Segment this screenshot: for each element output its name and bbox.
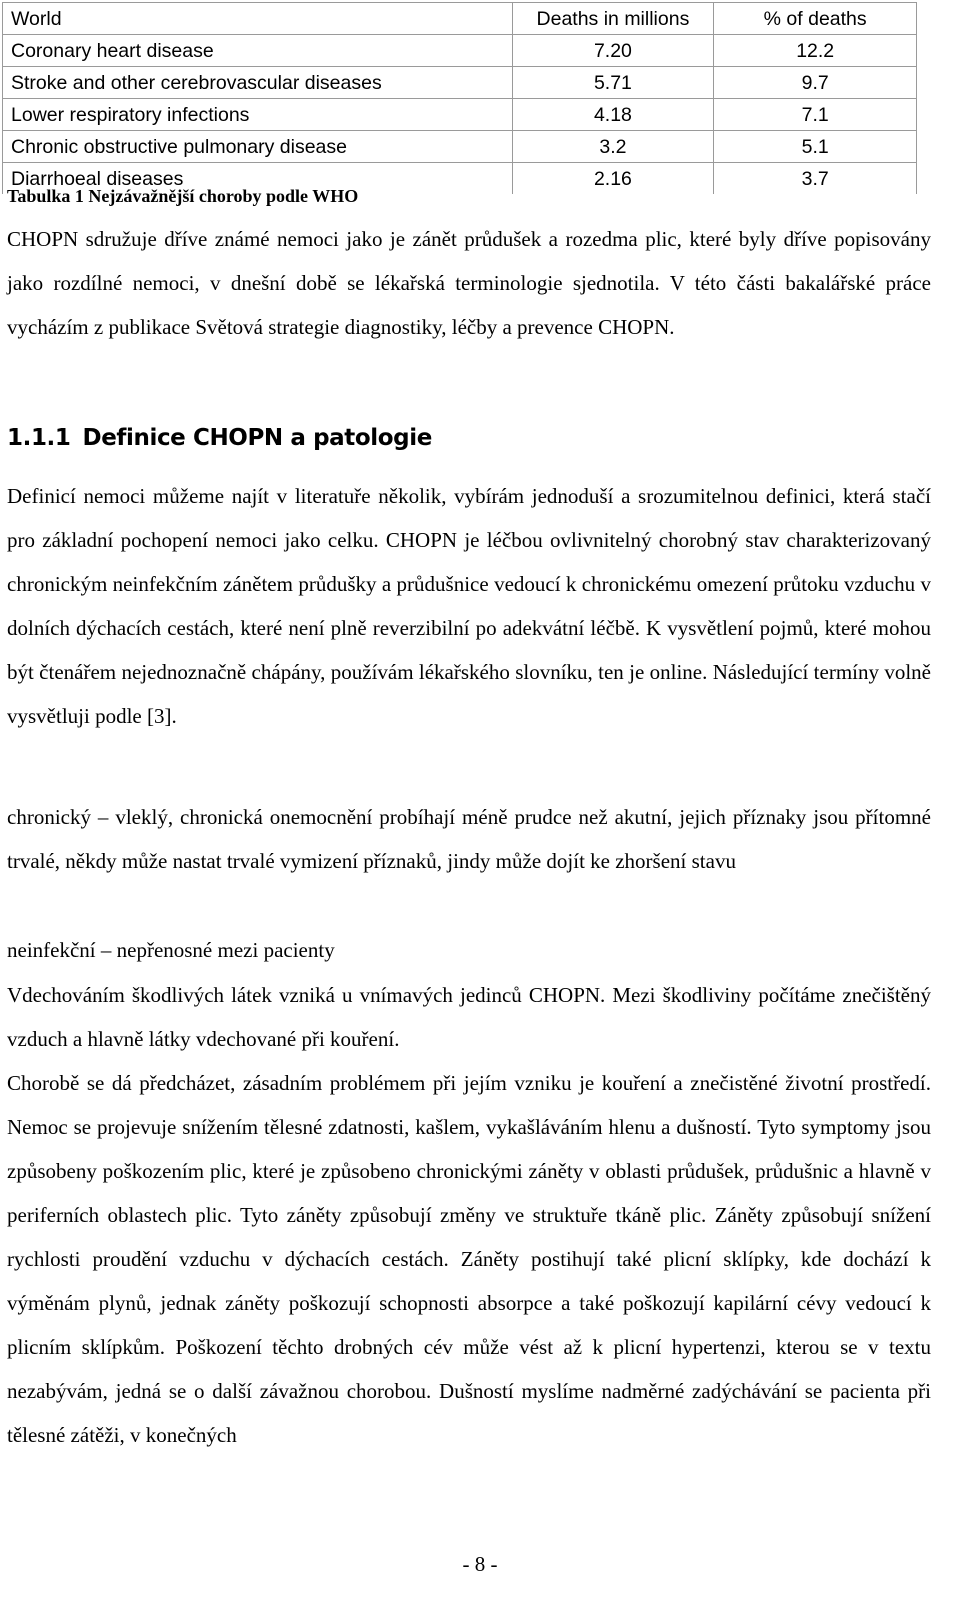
table-header-row — [3, 3, 917, 35]
table-caption: Tabulka 1 Nejzávažnější choroby podle WHO — [7, 186, 359, 206]
table-row — [3, 99, 917, 131]
section-number: 1.1.1 — [7, 425, 71, 451]
table-header-cell: % of deaths — [714, 3, 917, 35]
inhalation-paragraph: Vdechováním škodlivých látek vzniká u vnímavých jedinců CHOPN. Mezi škodliviny počítáme znečištěný vzduch a hlavně látky vdechované při kouření. — [7, 983, 931, 1051]
percent-cell: 5.1 — [714, 131, 917, 163]
deaths-cell: 4.18 — [512, 99, 714, 131]
table-row — [3, 35, 917, 67]
section-title: Definice CHOPN a patologie — [82, 425, 432, 451]
prevention-paragraph: Chorobě se dá předcházet, zásadním problémem při jejím vzniku je kouření a znečistěné životní prostředí. Nemoc se projevuje snížením tělesné zdatnosti, kašlem, vykašláváním hlenu a dušností. Tyto symptomy jsou způsobeny poškozením plic, které je způsobeno chronickými záněty v oblasti průdušek, průdušnic a hlavně v periferních oblastech plic. Tyto záněty způsobují změny ve struktuře tkáně plic. Záněty způsobují snížení rychlosti proudění vzduchu v dýchacích cestách. Záněty postihují také plicní sklípky, kde dochází k výměnám plynů, jednak záněty poškozují schopnosti absorpce a také poškozují kapilární cévy vedoucí k plicním sklípkům. Poškození těchto drobných cév může vést až k plicní hypertenzi, kterou se v textu nezabývám, jedná se o další závažnou chorobou. Dušností myslíme nadměrné zadýchávání se pacienta při tělesné zátěži, v konečných — [7, 1071, 931, 1447]
disease-name-cell: Stroke and other cerebrovascular diseases — [3, 67, 513, 99]
percent-cell: 3.7 — [714, 163, 917, 195]
deaths-cell: 5.71 — [512, 67, 714, 99]
deaths-cell: 7.20 — [512, 35, 714, 67]
page-number: - 8 - — [462, 1552, 498, 1576]
disease-name-cell: Coronary heart disease — [3, 35, 513, 67]
percent-cell: 12.2 — [714, 35, 917, 67]
table-header-cell: Deaths in millions — [512, 3, 714, 35]
noninfectious-term-paragraph: neinfekční – nepřenosné mezi pacienty — [7, 938, 335, 962]
table-row — [3, 131, 917, 163]
disease-name-cell: Diarrhoeal diseases — [3, 163, 513, 195]
disease-name-cell: Lower respiratory infections — [3, 99, 513, 131]
percent-cell: 9.7 — [714, 67, 917, 99]
definition-paragraph: Definicí nemoci můžeme najít v literatuře několik, vybírám jednoduší a srozumitelnou definici, která stačí pro základní pochopení nemoci jako celku. CHOPN je léčbou ovlivnitelný chorobný stav charakterizovaný chronickým neinfekčním zánětem průdušky a průdušnice vedoucí k chronickému omezení průtoku vzduchu v dolních dýchacích cestách, které není plně reverzibilní po adekvátní léčbě. K vysvětlení pojmů, které mohou být čtenářem nejednoznačně chápány, používám lékařského slovníku, ten je online. Následující termíny volně vysvětluji podle [3]. — [7, 484, 931, 728]
deaths-cell: 3.2 — [512, 131, 714, 163]
table-row — [3, 67, 917, 99]
table-header-cell: World — [3, 3, 513, 35]
disease-name-cell: Chronic obstructive pulmonary disease — [3, 131, 513, 163]
section-heading — [7, 425, 432, 451]
intro-paragraph: CHOPN sdružuje dříve známé nemoci jako je zánět průdušek a rozedma plic, které byly dříve popisovány jako rozdílné nemoci, v dnešní době se lékařská terminologie sjednotila. V této části bakalářské práce vycházím z publikace Světová strategie diagnostiky, léčby a prevence CHOPN. — [7, 227, 931, 339]
deaths-cell: 2.16 — [512, 163, 714, 195]
chronic-term-paragraph: chronický – vleklý, chronická onemocnění probíhají méně prudce než akutní, jejich příznaky jsou přítomné trvalé, někdy může nastat trvalé vymizení příznaků, jindy může dojít ke zhoršení stavu — [7, 805, 931, 873]
who-diseases-table — [2, 2, 917, 194]
percent-cell: 7.1 — [714, 99, 917, 131]
